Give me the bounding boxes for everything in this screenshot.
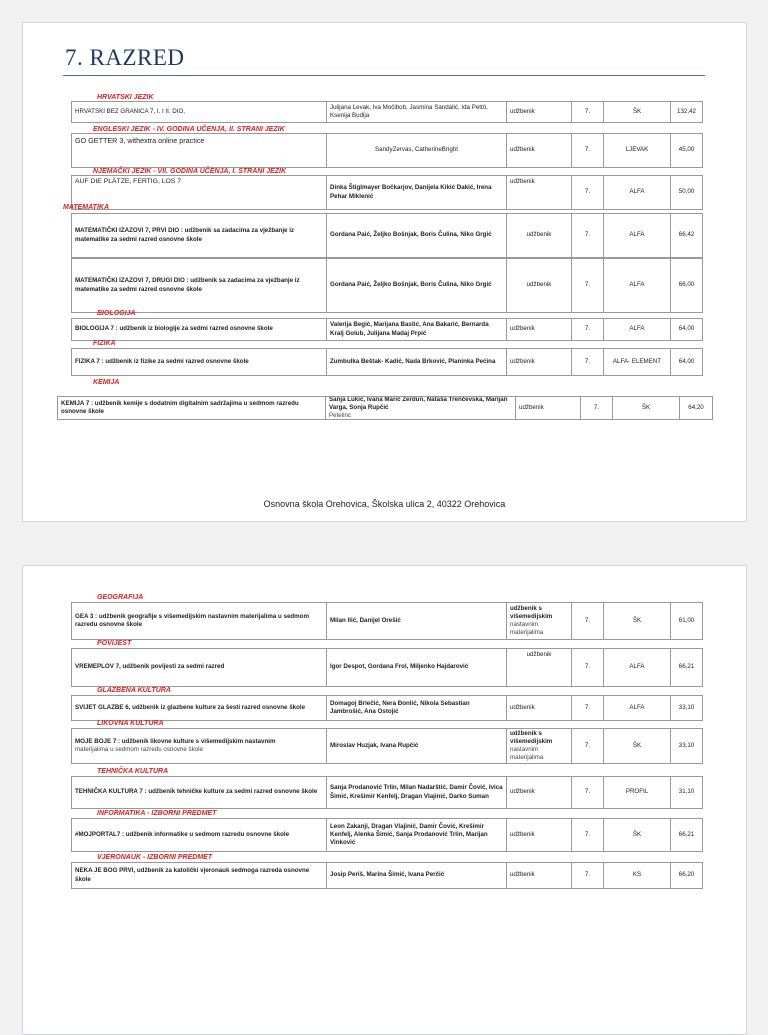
book-authors: Sanja Prodanović Trlin, Milan Nadarštić, Damir Čović, Ivica Šimić, Krešimir Kenfelj, Dragan Vlajinić, Darko Suman bbox=[327, 777, 507, 808]
book-publisher: ALFA- ELEMENT bbox=[604, 349, 671, 375]
book-grade: 7. bbox=[572, 603, 604, 639]
category-kemija: KEMIJA bbox=[93, 379, 120, 386]
book-authors: Domagoj Brlečić, Nera Đonlić, Nikola Sebastian Jambrošić, Ana Ostojić bbox=[327, 696, 507, 720]
book-price: 132,42 bbox=[677, 107, 696, 115]
book-type: udžbenik s višemedijskim bbox=[510, 604, 553, 620]
category-fizika: FIZIKA bbox=[93, 340, 116, 347]
book-authors: Milan Ilić, Danijel Orešić bbox=[327, 603, 507, 639]
book-grade: 7. bbox=[572, 259, 604, 312]
book-price: 61,00 bbox=[678, 616, 695, 624]
book-publisher: ALFA bbox=[604, 214, 671, 257]
table-row bbox=[71, 175, 703, 210]
category-informatika: INFORMATIKA - IZBORNI PREDMET bbox=[97, 810, 217, 817]
category-tehnicka: TEHNIČKA KULTURA bbox=[97, 768, 169, 775]
book-type: udžbenik bbox=[507, 214, 572, 257]
book-grade: 7. bbox=[572, 777, 604, 808]
category-njemacki: NJEMAČKI JEZIK - VII. GODINA UČENJA, I. STRANI JEZIK bbox=[93, 168, 287, 175]
book-price: 66,21 bbox=[678, 663, 695, 671]
book-authors: Sanja Lukić, Ivana Marić Zerdun, Nataša Trenčevska, Marijan Varga, Sonja Rupčić bbox=[329, 397, 508, 411]
table-row bbox=[71, 348, 703, 376]
book-grade: 7. bbox=[572, 214, 604, 257]
book-type-cell bbox=[507, 603, 572, 639]
book-title: AUF DIE PLÄTZE, FERTIG, LOS 7 bbox=[72, 176, 327, 209]
book-grade: 7. bbox=[572, 729, 604, 763]
book-publisher: ŠK bbox=[613, 397, 680, 419]
book-publisher: ŠK bbox=[604, 729, 671, 763]
book-authors-cell bbox=[326, 397, 516, 419]
book-price: 64,00 bbox=[678, 325, 695, 333]
book-type: udžbenik bbox=[507, 319, 572, 340]
book-grade: 7. bbox=[572, 696, 604, 720]
category-glazbena: GLAZBENA KULTURA bbox=[97, 687, 171, 694]
table-row bbox=[71, 602, 703, 640]
book-title: MATEMATIČKI IZAZOVI 7, PRVI DIO : udžbenik sa zadacima za vježbanje iz matematike za sedmi razred osnovne škole bbox=[72, 214, 327, 257]
category-hrvatski: HRVATSKI JEZIK bbox=[97, 94, 154, 101]
book-price: 64,20 bbox=[688, 403, 704, 411]
book-authors: Gordana Paić, Željko Bošnjak, Boris Čulina, Niko Grgić bbox=[327, 214, 507, 257]
book-grade: 7. bbox=[572, 319, 604, 340]
book-price: 64,00 bbox=[678, 357, 695, 365]
table-row bbox=[71, 318, 703, 341]
book-publisher: PROFIL bbox=[604, 777, 671, 808]
table-row bbox=[57, 396, 713, 420]
book-authors: Miroslav Huzjak, Ivana Rupčić bbox=[327, 729, 507, 763]
book-publisher: ŠK bbox=[604, 102, 671, 122]
book-price: 50,00 bbox=[678, 188, 695, 196]
book-title: HRVATSKI BEZ GRANICA 7, I. I II. DIO, bbox=[72, 102, 327, 122]
book-grade: 7. bbox=[572, 102, 604, 122]
page-footer: Osnovna škola Orehovica, Školska ulica 2, 40322 Orehovica bbox=[263, 499, 506, 509]
book-price: 66,00 bbox=[678, 281, 695, 289]
book-publisher: ALFA bbox=[604, 259, 671, 312]
book-type-continued: nastavnim materijalima bbox=[510, 746, 544, 762]
book-title: NEKA JE BOG PRVI, udžbenik za katolički vjeronauk sedmoga razreda osnovne škole bbox=[72, 863, 327, 888]
book-title: FIZIKA 7 : udžbenik iz fizike za sedmi razred osnovne škole bbox=[72, 349, 327, 375]
book-type: udžbenik bbox=[516, 397, 581, 419]
book-authors: Valerija Begić, Marijana Bastić, Ana Bakarić, Bernarda Kralj Golub, Julijana Madaj Prpić bbox=[327, 319, 507, 340]
book-type: udžbenik s višemedijskim bbox=[510, 729, 553, 745]
book-publisher: ALFA bbox=[604, 319, 671, 340]
table-row bbox=[71, 776, 703, 809]
book-authors: SandyZervas, CatherineBright bbox=[327, 134, 507, 167]
book-publisher: ALFA bbox=[604, 696, 671, 720]
table-row bbox=[71, 213, 703, 258]
book-type-continued: nastavnim materijalima bbox=[510, 621, 544, 637]
book-authors-continued: Petelinc bbox=[329, 412, 352, 419]
book-type: udžbenik bbox=[507, 649, 572, 686]
category-likovna: LIKOVNA KULTURA bbox=[97, 720, 164, 727]
table-row bbox=[71, 648, 703, 687]
book-title: SVIJET GLAZBE 6, udžbenik iz glazbene kulture za šesti razred osnovne škole bbox=[72, 696, 327, 720]
book-price: 66,21 bbox=[678, 830, 695, 838]
book-publisher: ALFA bbox=[604, 649, 671, 686]
book-title-cell bbox=[72, 729, 327, 763]
book-price: 45,00 bbox=[678, 146, 695, 154]
book-type: udžbenik bbox=[507, 259, 572, 312]
page-1 bbox=[22, 22, 747, 522]
book-title: MATEMATIČKI IZAZOVI 7, DRUGI DIO : udžbenik sa zadacima za vježbanje iz matematike za sedmi razred osnovne škole bbox=[72, 259, 327, 312]
table-row bbox=[71, 258, 703, 313]
book-authors: Dinka Štiglmayer Bočkarjov, Danijela Kikić Dakić, Irena Pehar Miklenić bbox=[327, 176, 507, 209]
book-title: #MOJPORTAL7 : udžbenik informatike u sedmom razredu osnovne škole bbox=[72, 819, 327, 851]
book-title: MOJE BOJE 7 : udžbenik likovne kulture s višemedijskim nastavnim bbox=[75, 737, 276, 745]
book-grade: 7. bbox=[572, 863, 604, 888]
book-title: TEHNIČKA KULTURA 7 : udžbenik tehničke kulture za sedmi razred osnovne škole bbox=[72, 777, 327, 808]
book-price: 31,10 bbox=[678, 788, 695, 796]
page-2 bbox=[22, 565, 747, 1035]
book-title: VREMEPLOV 7, udžbenik povijesti za sedmi razred bbox=[72, 649, 327, 686]
book-title: GO GETTER 3, withextra online practice bbox=[72, 134, 327, 167]
book-grade: 7. bbox=[572, 819, 604, 851]
book-title: GEA 3 : udžbenik geografije s višemedijskim nastavnim materijalima u sedmom razredu osnovne škole bbox=[72, 603, 327, 639]
book-authors: Igor Despot, Gordana Frol, Miljenko Hajdarović bbox=[327, 649, 507, 686]
category-engleski: ENGLESKI JEZIK - IV. GODINA UČENJA, II. STRANI JEZIK bbox=[93, 126, 285, 133]
book-grade: 7. bbox=[572, 649, 604, 686]
book-type: udžbenik bbox=[507, 349, 572, 375]
book-authors: Gordana Paić, Željko Bošnjak, Boris Čulina, Niko Grgić bbox=[327, 259, 507, 312]
table-row bbox=[71, 862, 703, 889]
table-row bbox=[71, 695, 703, 721]
page-title: 7. RAZRED bbox=[65, 45, 185, 70]
book-type: udžbenik bbox=[507, 777, 572, 808]
book-type: udžbenik bbox=[507, 819, 572, 851]
table-row bbox=[71, 101, 703, 123]
book-authors: Leon Zakanji, Dragan Vlajinić, Damir Čović, Krešimir Kenfelj, Alenka Šimić, Sanja Prodanović Trlin, Marijan Vinković bbox=[327, 819, 507, 851]
table-row bbox=[71, 133, 703, 168]
book-type: udžbenik bbox=[507, 176, 572, 209]
book-publisher: LJEVAK bbox=[604, 134, 671, 167]
book-publisher: ŠK bbox=[604, 603, 671, 639]
book-title: BIOLOGIJA 7 : udžbenik iz biologije za sedmi razred osnovne škole bbox=[72, 319, 327, 340]
book-price: 33,10 bbox=[678, 703, 695, 711]
category-geografija: GEOGRAFIJA bbox=[97, 594, 144, 601]
book-price: 66,20 bbox=[678, 871, 695, 879]
book-authors: Zumbulka Beštak- Kadić, Nada Brković, Planinka Pećina bbox=[327, 349, 507, 375]
category-povijest: POVIJEST bbox=[97, 640, 132, 647]
book-type: udžbenik bbox=[507, 134, 572, 167]
book-type: udžbenik bbox=[507, 102, 572, 122]
book-publisher: ALFA bbox=[604, 176, 671, 209]
book-price: 66,42 bbox=[678, 231, 695, 239]
category-biologija: BIOLOGIJA bbox=[97, 310, 136, 317]
book-grade: 7. bbox=[572, 134, 604, 167]
book-type: udžbenik bbox=[507, 863, 572, 888]
book-grade: 7. bbox=[581, 397, 613, 419]
book-title: KEMIJA 7 : udžbenik kemije s dodatnim digitalnim sadržajima u sedmom razredu osnovne škole bbox=[58, 397, 326, 419]
category-matematika: MATEMATIKA bbox=[63, 204, 110, 211]
book-authors: Julijana Levak, Iva Močibob, Jasmina Sandalić, Ida Pettö, Ksenija Budija bbox=[327, 102, 507, 122]
book-publisher: ŠK bbox=[604, 819, 671, 851]
book-type: udžbenik bbox=[507, 696, 572, 720]
title-divider bbox=[63, 75, 705, 76]
table-row bbox=[71, 728, 703, 764]
book-authors: Josip Periš, Marina Šimić, Ivana Perčić bbox=[327, 863, 507, 888]
book-publisher: KS bbox=[604, 863, 671, 888]
category-vjeronauk: VJERONAUK - IZBORNI PREDMET bbox=[97, 854, 213, 861]
book-grade: 7. bbox=[572, 176, 604, 209]
book-title-continued: materijalima u sedmom razredu osnovne škole bbox=[75, 746, 203, 753]
book-type-cell bbox=[507, 729, 572, 763]
book-grade: 7. bbox=[572, 349, 604, 375]
book-price: 33,10 bbox=[678, 741, 695, 749]
table-row bbox=[71, 818, 703, 852]
